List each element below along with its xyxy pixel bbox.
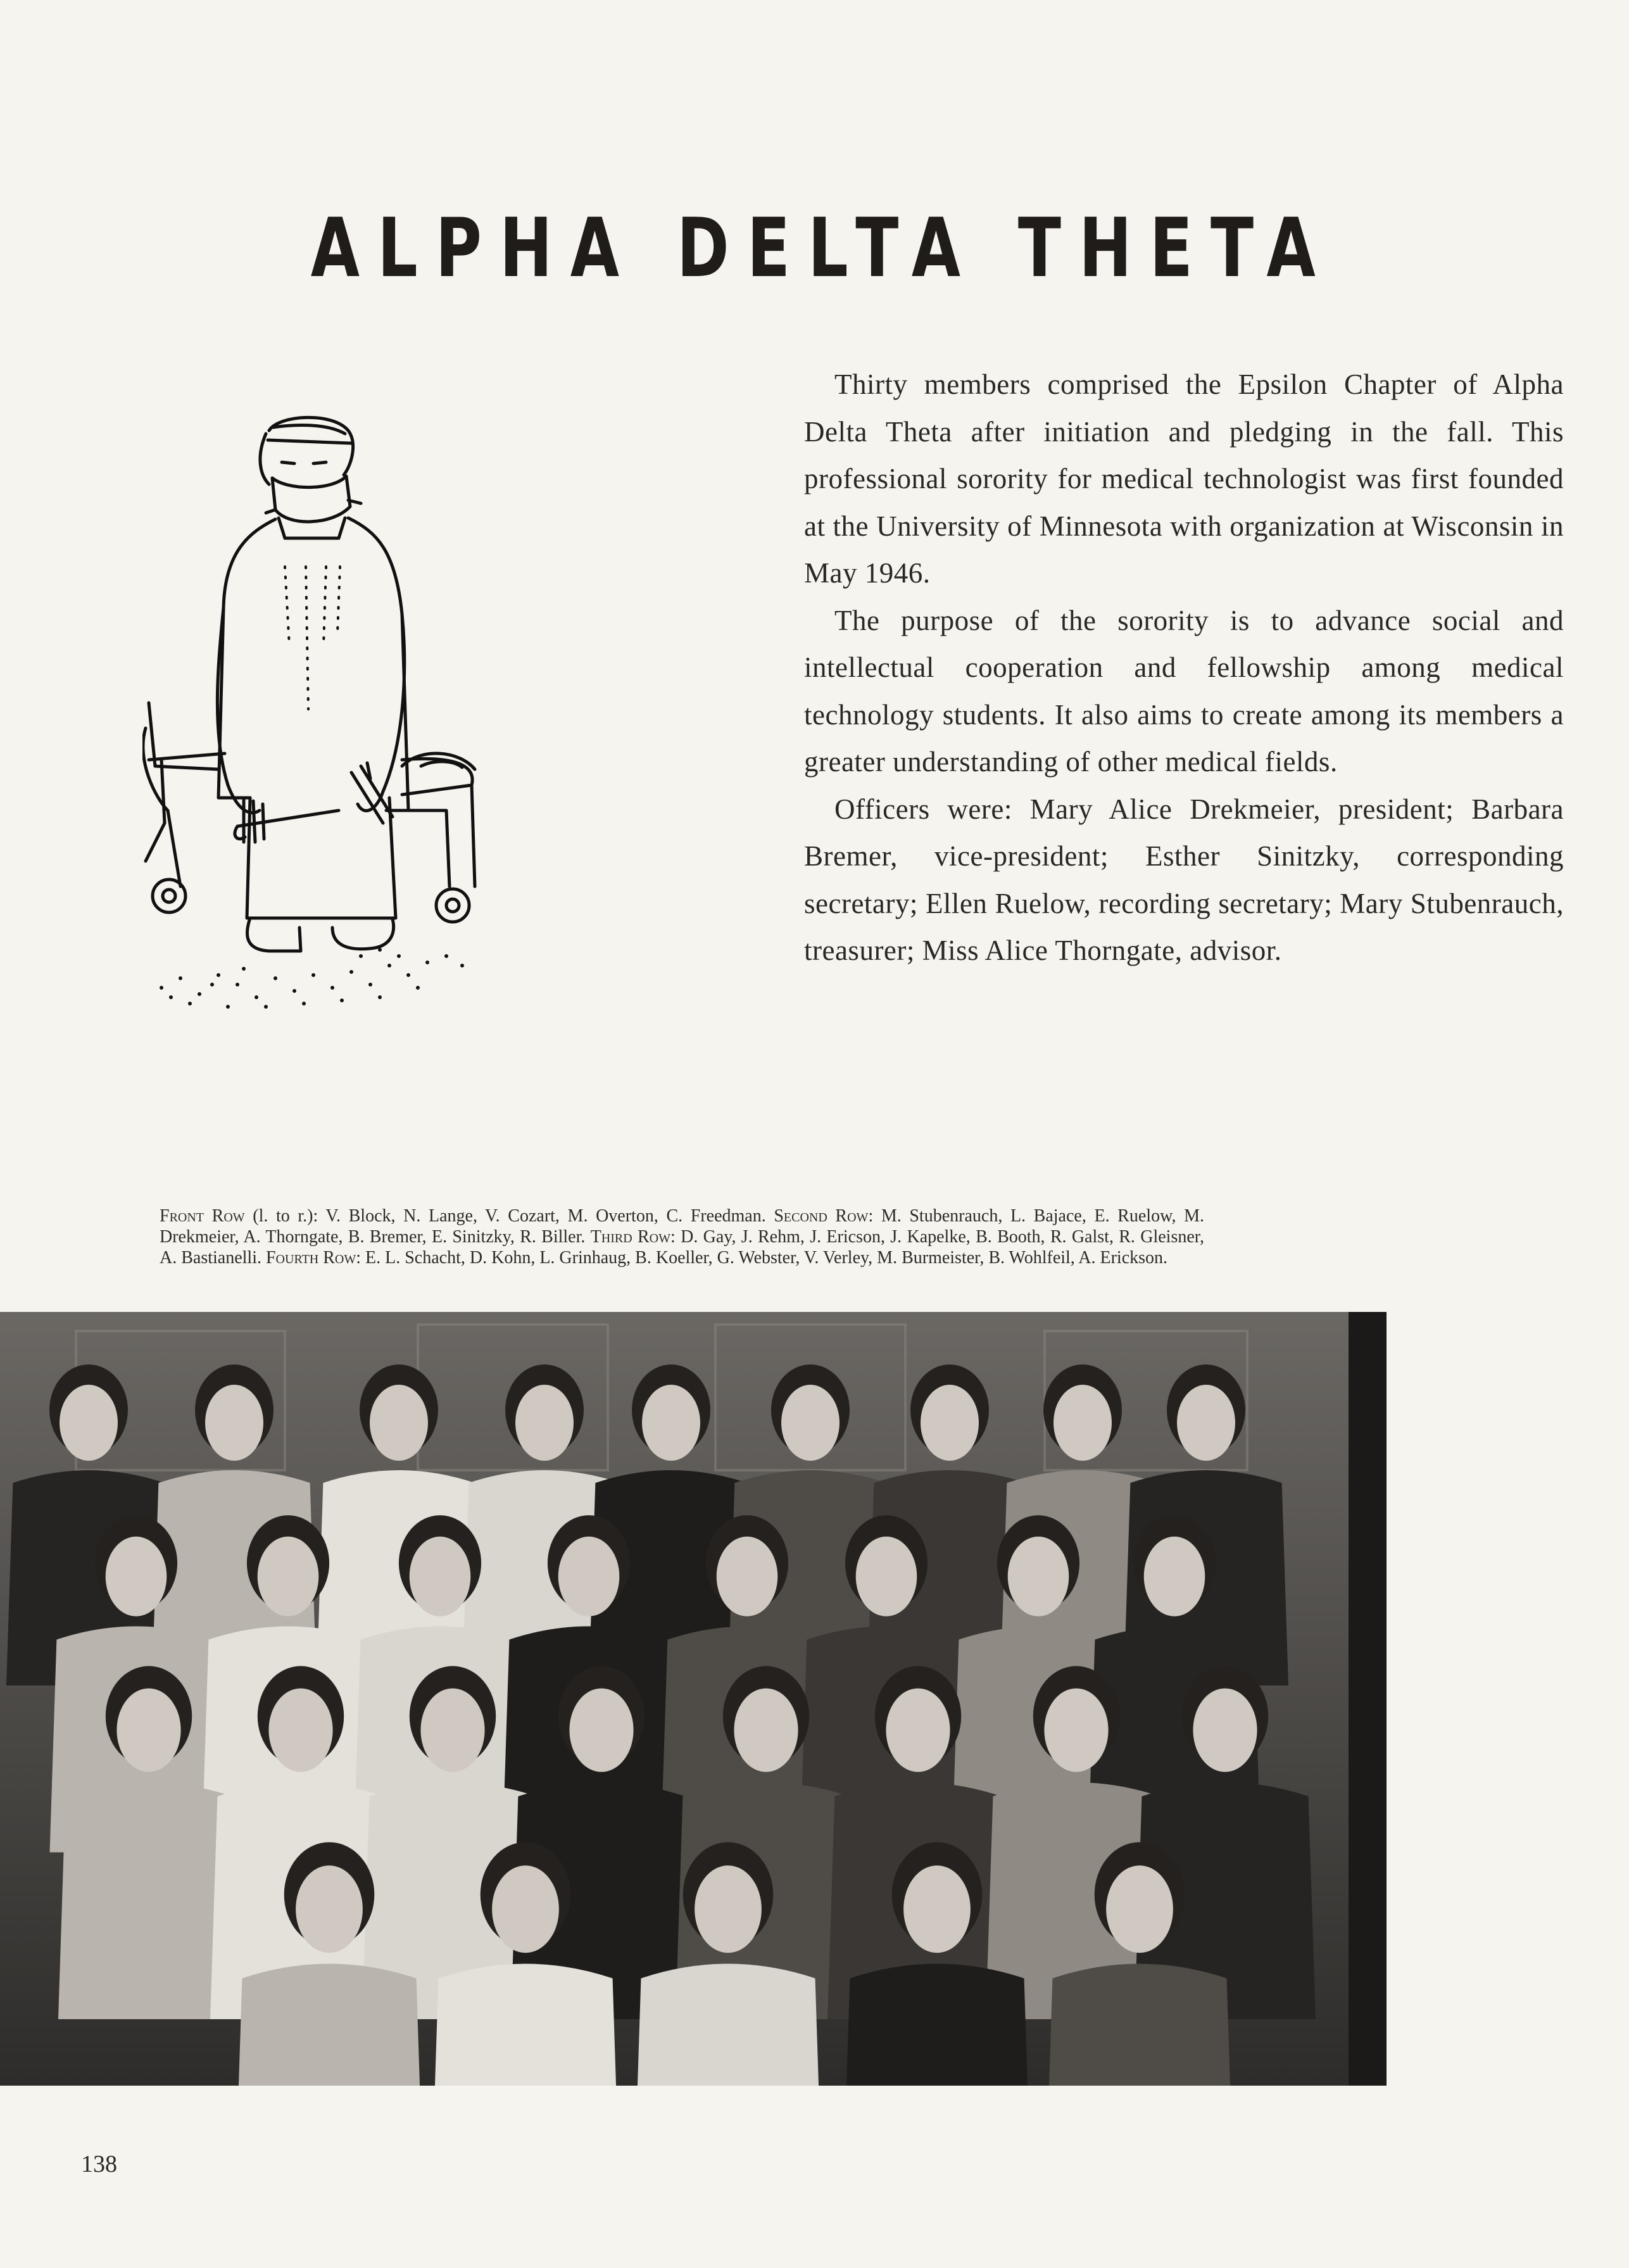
person-face (781, 1385, 840, 1461)
person-face (903, 1865, 971, 1953)
person-face (558, 1537, 620, 1616)
person-face (420, 1689, 484, 1772)
caption-row-names: : E. L. Schacht, D. Kohn, L. Grinhaug, B. Koeller, G. Webster, V. Verley, M. Burmeister, B. Wohlfeil, A. Erickson. (356, 1248, 1168, 1268)
caption-row-label: Third Row (590, 1227, 671, 1247)
caption-row-label: Front Row (160, 1206, 245, 1226)
article-body (804, 361, 1564, 974)
surgeon-cartoon-icon (142, 405, 484, 1026)
group-photo (0, 1312, 1387, 2086)
person-face (717, 1537, 778, 1616)
photo-caption (160, 1206, 1204, 1268)
person-face (116, 1689, 180, 1772)
article-paragraph: Officers were: Mary Alice Drekmeier, president; Barbara Bremer, vice-president; Esther Sinitzky, corresponding secretary; Ellen Ruelow, recording secretary; Mary Stubenrauch, treasurer; Miss Alice Thorngate, advisor. (804, 793, 1564, 966)
person-body (843, 1964, 1032, 2086)
person-face (921, 1385, 979, 1461)
person-face (695, 1865, 762, 1953)
person-face (205, 1385, 263, 1461)
caption-row-label: Fourth Row (265, 1248, 356, 1268)
caption-row-names: : M. Stubenrauch, L. Bajace, E. Ruelow, M. Drekmeier, A. Thorngate, B. Bremer, E. Sinitzky, R. Biller. (160, 1206, 1204, 1247)
person-face (515, 1385, 574, 1461)
person-face (492, 1865, 559, 1953)
person-face (1044, 1689, 1108, 1772)
article-paragraph: The purpose of the sorority is to advance social and intellectual cooperation and fellowship among medical technology students. It also aims to create among its members a greater understanding of other medical fields. (804, 604, 1564, 778)
person-body (1045, 1964, 1235, 2086)
person-face (1008, 1537, 1069, 1616)
person-face (1193, 1689, 1257, 1772)
person-face (1054, 1385, 1112, 1461)
person-face (569, 1689, 633, 1772)
caption-row-names: (l. to r.): V. Block, N. Lange, V. Cozart, M. Overton, C. Freedman. (244, 1206, 774, 1226)
person-face (106, 1537, 167, 1616)
person-face (296, 1865, 363, 1953)
person-face (268, 1689, 332, 1772)
caption-row-names: : D. Gay, J. Rehm, J. Ericson, J. Kapelke, B. Booth, R. Galst, R. Gleisner, A. Bastianelli. (160, 1227, 1204, 1268)
person-face (734, 1689, 798, 1772)
caption-row-label: Second Row (774, 1206, 869, 1226)
person-face (370, 1385, 428, 1461)
person-body (235, 1964, 424, 2086)
article-paragraph: Thirty members comprised the Epsilon Chapter of Alpha Delta Theta after initiation and pledging in the fall. This professional sorority for medical technologist was first founded at the University of Minnesota with organization at Wisconsin in May 1946. (804, 369, 1564, 589)
person-face (1106, 1865, 1173, 1953)
person-face (60, 1385, 118, 1461)
page-number: 138 (81, 2151, 117, 2177)
person-face (410, 1537, 471, 1616)
person-face (642, 1385, 700, 1461)
page-title: ALPHA DELTA THETA (310, 201, 1333, 296)
person-face (856, 1537, 917, 1616)
person-face (886, 1689, 950, 1772)
person-body (431, 1964, 620, 2086)
person-face (1177, 1385, 1235, 1461)
person-face (258, 1537, 319, 1616)
person-body (634, 1964, 823, 2086)
person-face (1144, 1537, 1205, 1616)
